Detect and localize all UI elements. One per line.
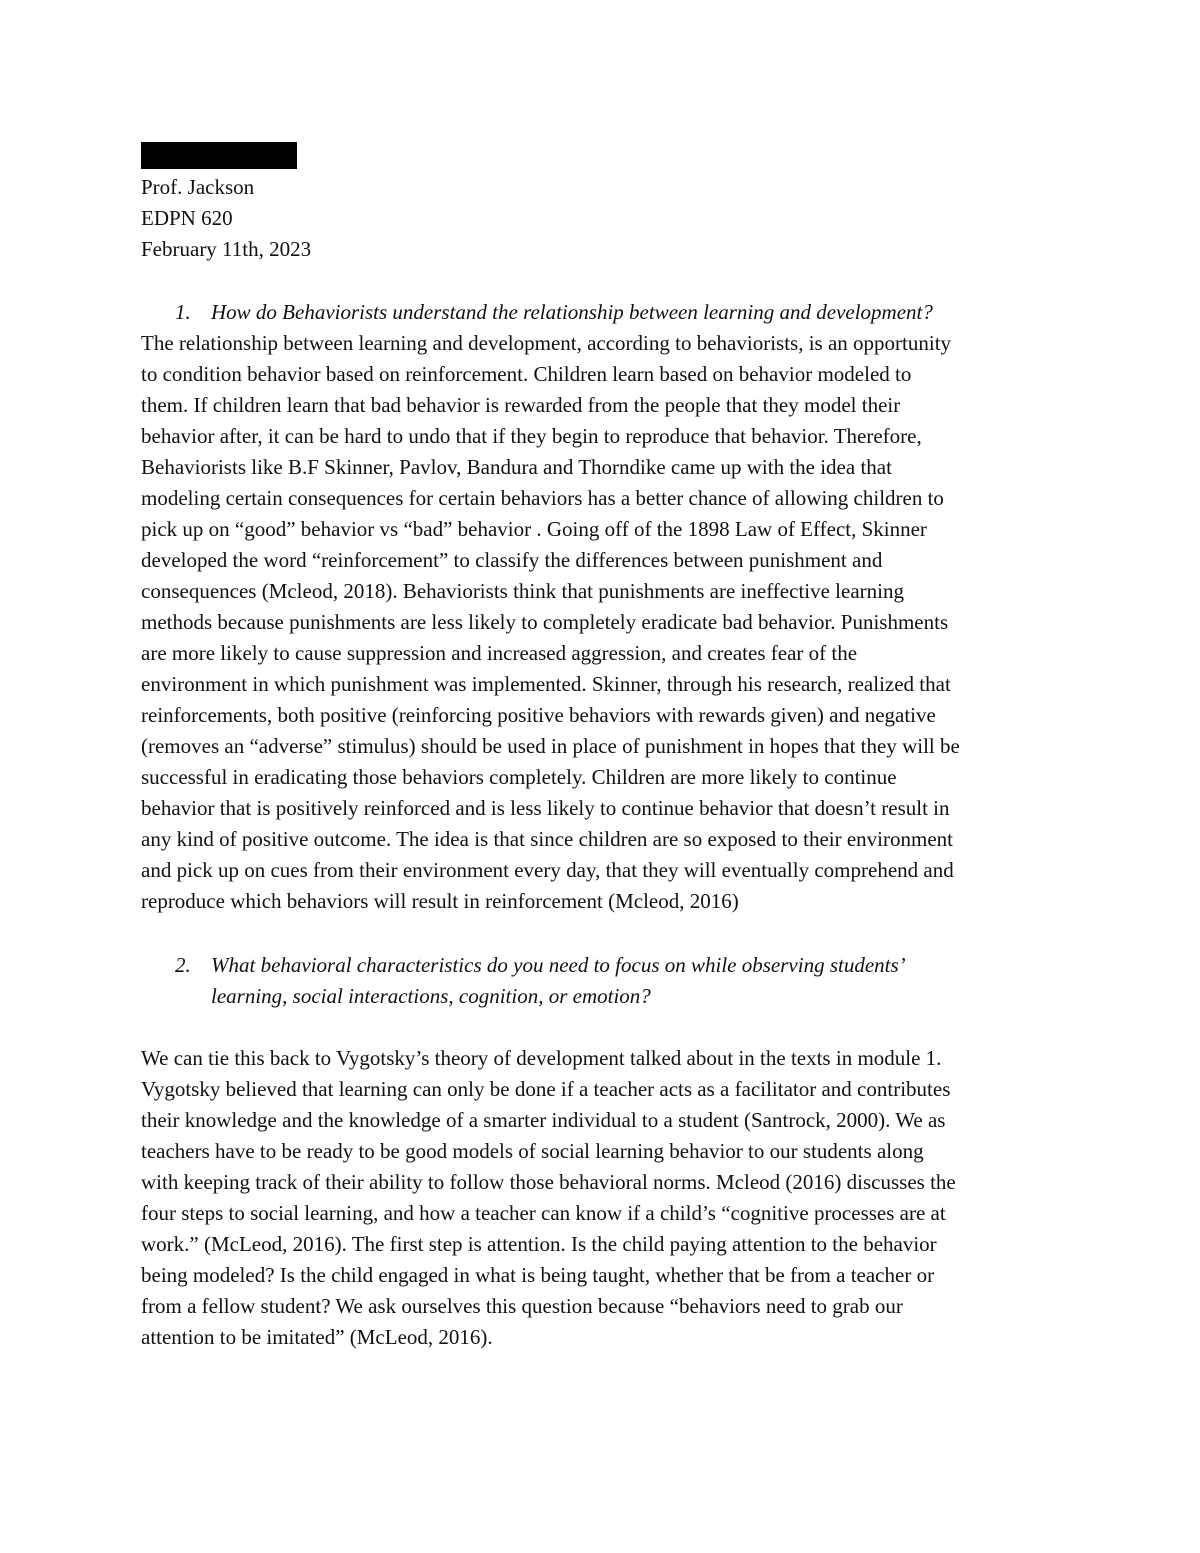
answer-line: attention to be imitated” (McLeod, 2016).	[141, 1325, 493, 1349]
answer-line: behavior after, it can be hard to undo that if they begin to reproduce that behavior. Therefore,	[141, 424, 922, 448]
answer-line: four steps to social learning, and how a teacher can know if a child’s “cognitive processes are at	[141, 1201, 946, 1225]
answer-line: Vygotsky believed that learning can only be done if a teacher acts as a facilitator and contributes	[141, 1077, 951, 1101]
answer-line: and pick up on cues from their environment every day, that they will eventually comprehend and	[141, 858, 954, 882]
redacted-name-block	[141, 142, 297, 169]
answer-line: Behaviorists like B.F Skinner, Pavlov, Bandura and Thorndike came up with the idea that	[141, 455, 892, 479]
question-number: 2.	[175, 953, 191, 977]
answer-line: work.” (McLeod, 2016). The first step is attention. Is the child paying attention to the behavior	[141, 1232, 937, 1256]
answer-line: We can tie this back to Vygotsky’s theory of development talked about in the texts in module 1.	[141, 1046, 942, 1070]
question-text	[211, 950, 1071, 1012]
answer-line: any kind of positive outcome. The idea is that since children are so exposed to their environment	[141, 827, 953, 851]
answer-line: their knowledge and the knowledge of a smarter individual to a student (Santrock, 2000). We as	[141, 1108, 946, 1132]
question-text: How do Behaviorists understand the relationship between learning and development?	[211, 300, 933, 324]
answer-line: reinforcements, both positive (reinforcing positive behaviors with rewards given) and negative	[141, 703, 936, 727]
answer-1	[141, 328, 1065, 917]
answer-line: environment in which punishment was implemented. Skinner, through his research, realized that	[141, 672, 951, 696]
answer-line: being modeled? Is the child engaged in what is being taught, whether that be from a teacher or	[141, 1263, 935, 1287]
date-line: February 11th, 2023	[141, 237, 312, 261]
answer-line: The relationship between learning and development, according to behaviorists, is an opportunity	[141, 331, 952, 355]
question-text-line: What behavioral characteristics do you need to focus on while observing students’	[211, 953, 906, 977]
answer-line: reproduce which behaviors will result in reinforcement (Mcleod, 2016)	[141, 889, 739, 913]
answer-line: methods because punishments are less likely to completely eradicate bad behavior. Punishments	[141, 610, 949, 634]
answer-line: teachers have to be ready to be good models of social learning behavior to our students along	[141, 1139, 924, 1163]
answer-line: with keeping track of their ability to follow those behavioral norms. Mcleod (2016) discusses the	[141, 1170, 956, 1194]
answer-line: them. If children learn that bad behavior is rewarded from the people that they model their	[141, 393, 901, 417]
answer-line: consequences (Mcleod, 2018). Behaviorists think that punishments are ineffective learning	[141, 579, 904, 603]
question-1	[141, 297, 1071, 328]
document-header	[141, 172, 1071, 265]
question-2	[141, 950, 1071, 1012]
course-line: EDPN 620	[141, 206, 233, 230]
answer-line: successful in eradicating those behaviors completely. Children are more likely to continue	[141, 765, 897, 789]
professor-line: Prof. Jackson	[141, 175, 255, 199]
question-number: 1.	[175, 300, 191, 324]
question-text-line: learning, social interactions, cognition, or emotion?	[211, 984, 651, 1008]
answer-line: developed the word “reinforcement” to classify the differences between punishment and	[141, 548, 883, 572]
answer-line: (removes an “adverse” stimulus) should be used in place of punishment in hopes that they will be	[141, 734, 960, 758]
answer-line: behavior that is positively reinforced and is less likely to continue behavior that doesn’t result in	[141, 796, 950, 820]
answer-line: from a fellow student? We ask ourselves this question because “behaviors need to grab our	[141, 1294, 903, 1318]
answer-line: modeling certain consequences for certain behaviors has a better chance of allowing children to	[141, 486, 944, 510]
answer-2	[141, 1043, 1065, 1353]
answer-line: are more likely to cause suppression and increased aggression, and creates fear of the	[141, 641, 858, 665]
answer-line: to condition behavior based on reinforcement. Children learn based on behavior modeled to	[141, 362, 912, 386]
answer-line: pick up on “good” behavior vs “bad” behavior . Going off of the 1898 Law of Effect, Skinner	[141, 517, 927, 541]
